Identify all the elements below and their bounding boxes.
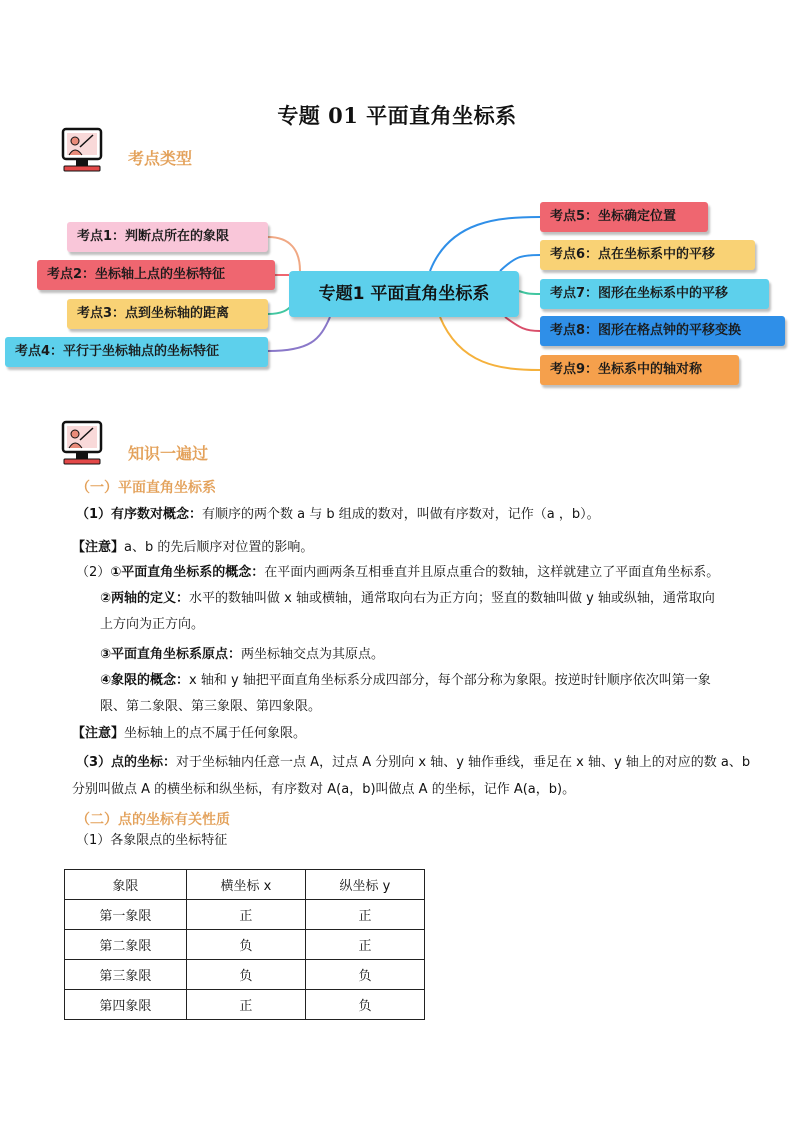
paragraph-plane-concept [76,563,719,582]
mindmap-node-3: 考点3：点到坐标轴的距离 [67,299,268,329]
section-heading-kaodian: 考点类型 [128,149,193,168]
subheading-point-properties: （二）点的坐标有关性质 [76,812,230,828]
mindmap-node-2: 考点2：坐标轴上点的坐标特征 [37,260,275,290]
table-cell: 第四象限 [65,990,187,1020]
mindmap-node-8: 考点8：图形在格点钟的平移变换 [540,316,785,346]
note-text: a、b 的先后顺序对位置的影响。 [124,540,314,555]
term-point-coordinate: （3）点的坐标： [76,755,177,770]
table-cell: 负 [186,960,305,990]
term-plane: ①平面直角坐标系的概念： [110,565,265,580]
item-prefix: （2） [76,565,111,580]
teacher-board-icon [60,420,118,468]
term-origin: ③平面直角坐标系原点： [100,647,242,662]
note-text: 坐标轴上的点不属于任何象限。 [124,726,307,741]
table-header-cell: 象限 [65,870,187,900]
table-cell: 负 [186,930,305,960]
paragraph-quadrant [100,671,711,690]
mindmap-node-1: 考点1：判断点所在的象限 [67,222,268,252]
table-cell: 正 [305,900,424,930]
table-cell: 第二象限 [65,930,187,960]
table-cell: 第一象限 [65,900,187,930]
text-plane: 在平面内画两条互相垂直并且原点重合的数轴，这样就建立了平面直角坐标系。 [264,565,720,580]
term-ordered-pair: （1）有序数对概念： [76,507,203,522]
table-row [65,930,425,960]
note-label: 【注意】 [72,726,125,741]
text-axes: 水平的数轴叫做 x 轴或横轴，通常取向右为正方向；竖直的数轴叫做 y 轴或纵轴，通常取向 [189,591,715,606]
paragraph-origin [100,645,384,664]
table-header-cell: 纵坐标 y [305,870,424,900]
table-header-row [65,870,425,900]
section-heading-zhishi: 知识一遍过 [128,444,209,463]
table-cell: 正 [305,930,424,960]
table-cell: 负 [305,960,424,990]
mindmap-node-4: 考点4：平行于坐标轴点的坐标特征 [5,337,268,367]
text-quadrant: x 轴和 y 轴把平面直角坐标系分成四部分，每个部分称为象限。按逆时针顺序依次叫第一象 [189,673,711,688]
note-order [72,538,313,557]
text-origin: 两坐标轴交点为其原点。 [241,647,385,662]
paragraph-axes-cont: 上方向为正方向。 [100,617,205,632]
table-cell: 第三象限 [65,960,187,990]
paragraph-quadrant-cont: 限、第二象限、第三象限、第四象限。 [100,699,322,714]
teacher-board-icon [60,127,118,175]
table-row [65,990,425,1020]
quadrant-sign-table [64,869,425,1020]
table-cell: 负 [305,990,424,1020]
paragraph-point-coordinate-cont: 分别叫做点 A 的横坐标和纵坐标，有序数对 A(a，b)叫做点 A 的坐标，记作 A(a，b)。 [72,782,576,797]
paragraph-axes-definition [100,589,715,608]
subheading-coordinate-system: （一）平面直角坐标系 [76,480,216,496]
table-cell: 正 [186,990,305,1020]
term-axes: ②两轴的定义： [100,591,190,606]
paragraph-ordered-pair [76,505,600,524]
paragraph-quadrant-features: （1）各象限点的坐标特征 [76,833,228,848]
mindmap-center: 专题1 平面直角坐标系 [289,271,519,317]
note-label: 【注意】 [72,540,125,555]
table-row [65,960,425,990]
table-row [65,900,425,930]
mindmap-node-9: 考点9：坐标系中的轴对称 [540,355,739,385]
mindmap-node-5: 考点5：坐标确定位置 [540,202,708,232]
note-axis-points [72,724,306,743]
page-title: 专题 01 平面直角坐标系 [277,103,517,128]
paragraph-point-coordinate [76,753,750,772]
mindmap-node-7: 考点7：图形在坐标系中的平移 [540,279,769,309]
mindmap-node-6: 考点6：点在坐标系中的平移 [540,240,755,270]
text-ordered-pair: 有顺序的两个数 a 与 b 组成的数对，叫做有序数对，记作（a ，b）。 [202,507,600,522]
table-header-cell: 横坐标 x [186,870,305,900]
table-cell: 正 [186,900,305,930]
text-point-coordinate: 对于坐标轴内任意一点 A，过点 A 分别向 x 轴、y 轴作垂线，垂足在 x 轴、y 轴上的对应的数 a、b [176,755,751,770]
term-quadrant: ④象限的概念： [100,673,190,688]
